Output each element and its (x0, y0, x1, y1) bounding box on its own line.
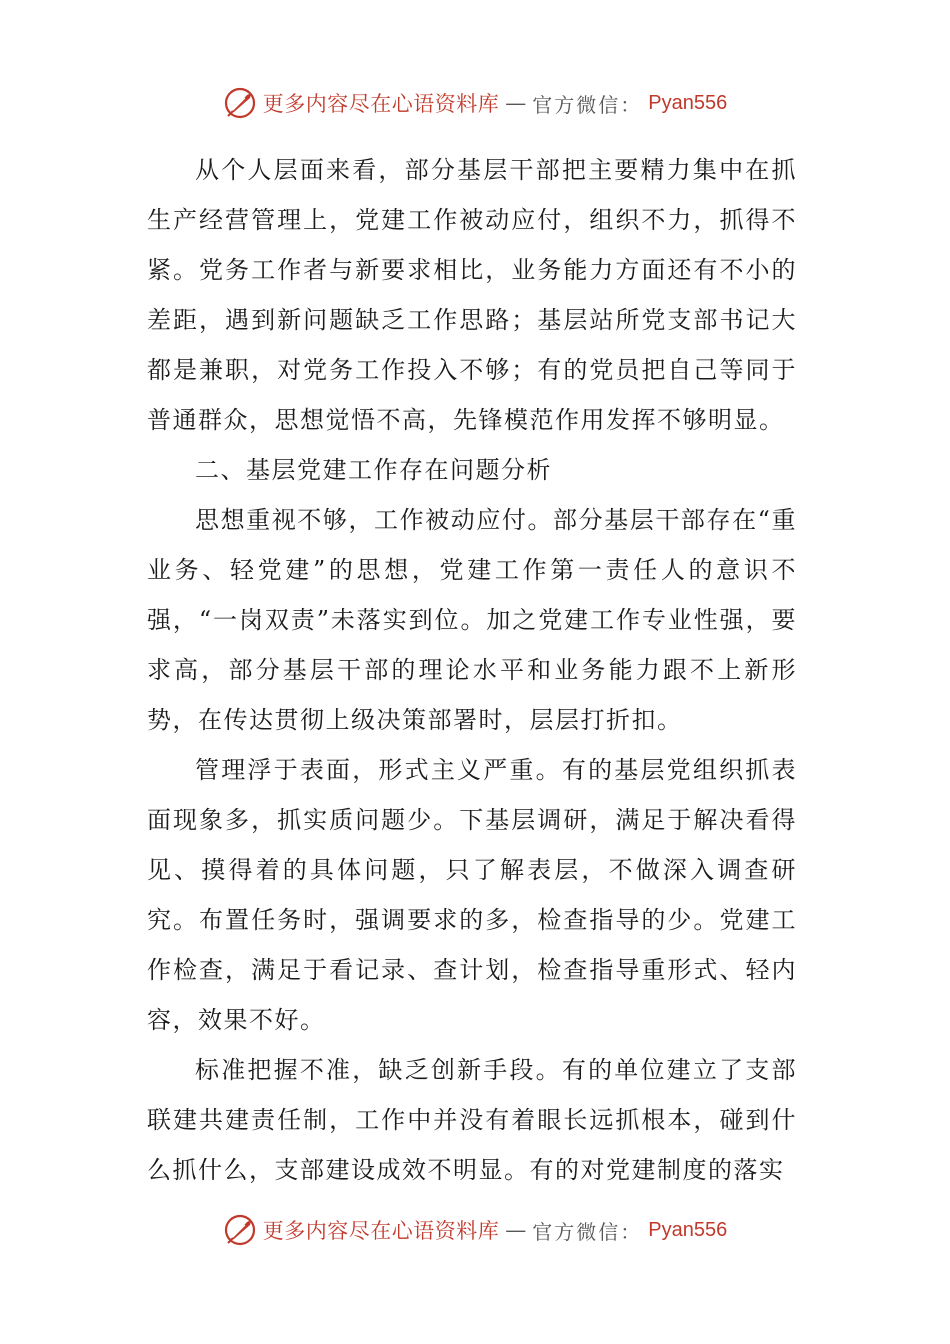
quill-logo-icon (223, 86, 257, 120)
paragraph-personal-level: 从个人层面来看，部分基层干部把主要精力集中在抓生产经营管理上，党建工作被动应付，组织不力，抓得不紧。党务工作者与新要求相比，业务能力方面还有不小的差距，遇到新问题缺乏工作思路；基层站所党支部书记大都是兼职，对党务工作投入不够；有的党员把自己等同于普通群众，思想觉悟不高，先锋模范作用发挥不够明显。 (147, 156, 797, 434)
document-body (147, 145, 797, 1195)
banner-site-text: 更多内容尽在心语资料库 (262, 92, 500, 116)
footer-contact-id: Pyan556 (648, 1218, 728, 1241)
footer-banner (0, 1205, 950, 1255)
banner-contact-id: Pyan556 (648, 91, 728, 114)
footer-separator: — (505, 1218, 527, 1242)
quill-logo-icon (223, 1213, 257, 1247)
paragraph-management: 管理浮于表面，形式主义严重。有的基层党组织抓表面现象多，抓实质问题少。下基层调研，满足于解决看得见、摸得着的具体问题，只了解表层，不做深入调查研究。布置任务时，强调要求的多，检查指导的少。党建工作检查，满足于看记录、查计划，检查指导重形式、轻内容，效果不好。 (147, 756, 797, 1034)
paragraph-standards: 标准把握不准，缺乏创新手段。有的单位建立了支部联建共建责任制，工作中并没有着眼长远抓根本，碰到什么抓什么，支部建设成效不明显。有的对党建制度的落实 (147, 1056, 797, 1184)
footer-contact-label: 官方微信： (532, 1219, 643, 1244)
section-heading-analysis: 二、基层党建工作存在问题分析 (195, 456, 552, 484)
banner-content (223, 86, 727, 120)
banner-contact-label: 官方微信： (532, 92, 643, 117)
paragraph-ideology: 思想重视不够，工作被动应付。部分基层干部存在“重业务、轻党建”的思想，党建工作第一责任人的意识不强，“一岗双责”未落实到位。加之党建工作专业性强，要求高，部分基层干部的理论水平和业务能力跟不上新形势，在传达贯彻上级决策部署时，层层打折扣。 (147, 506, 797, 734)
header-banner (0, 78, 950, 128)
footer-banner-content (223, 1213, 727, 1247)
banner-separator: — (505, 91, 527, 115)
footer-site-text: 更多内容尽在心语资料库 (262, 1219, 500, 1243)
